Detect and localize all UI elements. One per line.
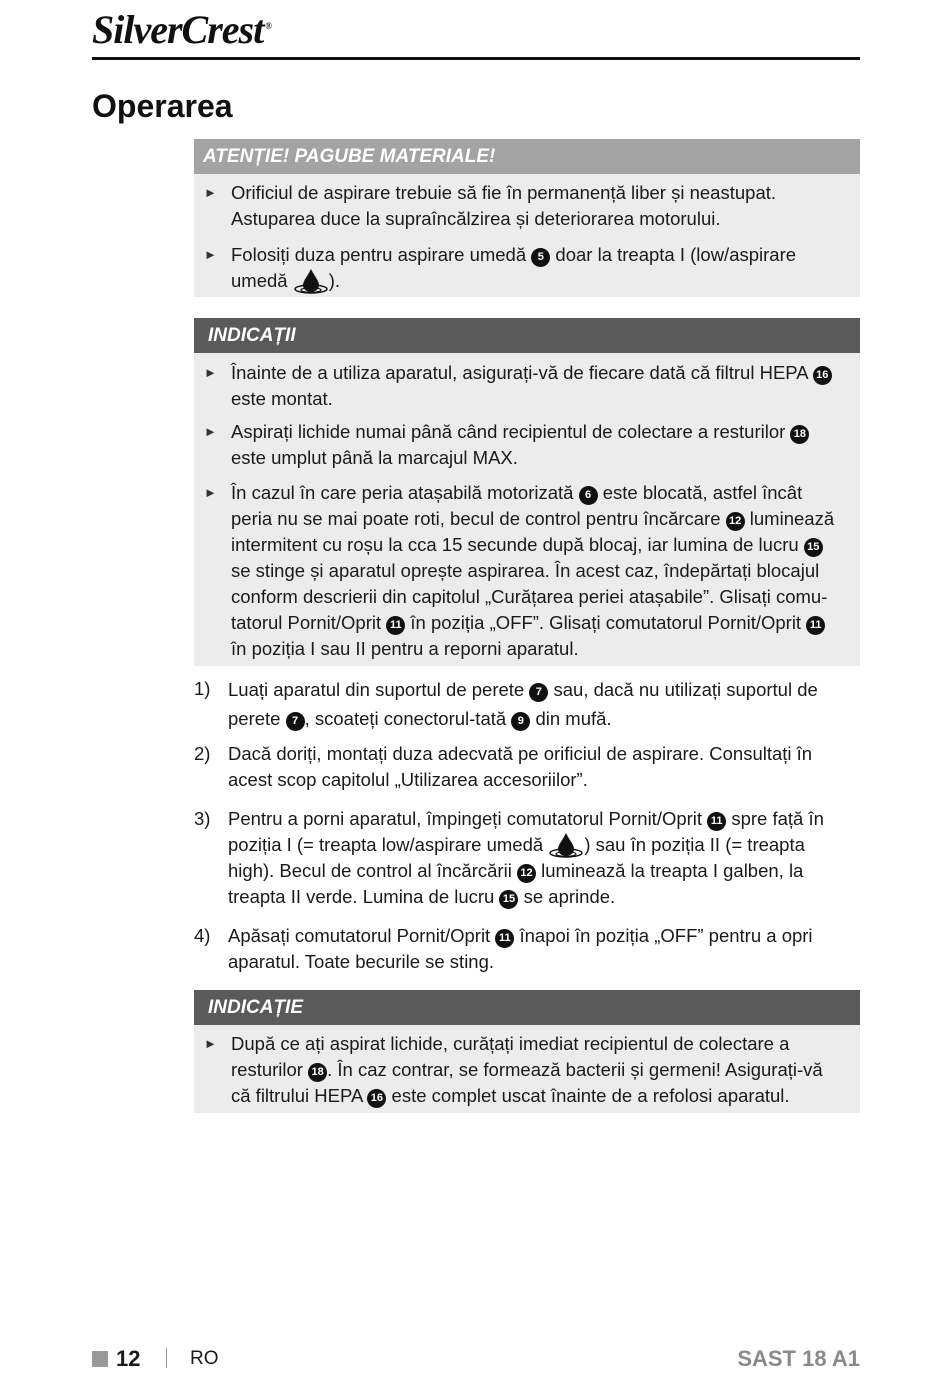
step-item: 3) Pentru a porni aparatul, împingeți comutatorul Pornit/Oprit 11 spre față în poziția I (= treapta low/aspirare umedă ) sau în poziția II (= treapta high). Becul de control al încărcării 12 luminează la treapta I galben, la treapta II verde. Lumina de lucru 15 se aprinde. bbox=[194, 808, 824, 907]
part-number-badge: 11 bbox=[806, 616, 825, 635]
part-number-badge: 11 bbox=[386, 616, 405, 635]
part-number-badge: 18 bbox=[308, 1063, 327, 1082]
list-item: ► Folosiți duza pentru aspirare umedă 5 doar la treapta I (low/aspirare umedă ). bbox=[194, 242, 860, 294]
list-item: ► Aspirați lichide numai până când recipientul de colectare a resturilor 18 este umplut până la marcajul MAX. bbox=[194, 419, 860, 471]
triangle-right-icon: ► bbox=[204, 485, 217, 500]
square-icon bbox=[92, 1351, 108, 1367]
part-number-badge: 7 bbox=[529, 683, 548, 702]
step-item: 2) Dacă doriți, montați duza adecvată pe orificiul de aspirare. Consultați în acest scop capitolul „Utilizarea accesoriilor”. bbox=[194, 743, 813, 790]
step-item: 4) Apăsați comutatorul Pornit/Oprit 11 înapoi în poziția „OFF” pentru a opri aparatul. Toate becurile se sting. bbox=[194, 925, 813, 972]
steps-list bbox=[194, 676, 854, 975]
page-number: 12 bbox=[116, 1346, 141, 1371]
note-box bbox=[194, 990, 860, 1113]
language-code: RO bbox=[190, 1348, 219, 1369]
notes-heading: INDICAȚII bbox=[194, 318, 860, 353]
part-number-badge: 16 bbox=[367, 1089, 386, 1108]
list-item: ► Orificiul de aspirare trebuie să fie în permanență liber și neastupat. Astuparea duce la supraîncălzirea și deteriorarea motorului. bbox=[204, 182, 777, 229]
part-number-badge: 11 bbox=[707, 812, 726, 831]
page-title: Operarea bbox=[92, 88, 233, 124]
step-item: 1) Luați aparatul din suportul de perete 7 sau, dacă nu utilizați suportul de perete 7 , scoateți conectorul-tată 9 din mufă. bbox=[194, 678, 818, 729]
part-number-badge: 12 bbox=[517, 864, 536, 883]
part-number-badge: 7 bbox=[286, 712, 305, 731]
divider bbox=[166, 1348, 167, 1368]
list-item: ► În cazul în care peria atașabilă motorizată 6 este blocată, astfel încât peria nu se mai poate roti, becul de control pentru încărcare 12 luminează intermitent cu roșu la cca 15 secunde după blocaj, iar lumina de lucru 15 se stinge și aparatul oprește aspirarea. În acest caz, îndepărtați blocajul conform descrierii din capitolul „Curățarea periei atașabile”. Glisați comu- tatorul Pornit/Oprit 11 în poziția „OFF”. Glisați comutatorul Pornit/Oprit 11 în poziția I sau II pentru a reporni aparatul. bbox=[204, 482, 835, 659]
brand-logo: SilverCrest ® bbox=[92, 7, 271, 52]
triangle-right-icon: ► bbox=[204, 365, 217, 380]
warning-heading: ATENȚIE! PAGUBE MATERIALE! bbox=[194, 139, 860, 174]
water-drop-icon bbox=[548, 832, 584, 858]
notes-box bbox=[194, 318, 860, 666]
triangle-right-icon: ► bbox=[204, 424, 217, 439]
model-number: SAST 18 A1 bbox=[737, 1346, 860, 1371]
list-item: ► După ce ați aspirat lichide, curățați imediat recipientul de colectare a resturilor 18 . În caz contrar, se formează bacterii și germeni! Asigurați-vă că filtrului HEPA 16 este complet uscat înainte de a refolosi aparatul. bbox=[204, 1033, 823, 1106]
list-item: ► Înainte de a utiliza aparatul, asigurați-vă de fiecare dată că filtrul HEPA 16 este montat. bbox=[194, 360, 860, 412]
header-rule bbox=[92, 57, 860, 60]
warning-box bbox=[194, 139, 860, 297]
part-number-badge: 11 bbox=[495, 929, 514, 948]
part-number-badge: 18 bbox=[790, 425, 809, 444]
note-heading: INDICAȚIE bbox=[194, 990, 860, 1025]
page-footer bbox=[92, 1346, 860, 1374]
part-number-badge: 15 bbox=[804, 538, 823, 557]
triangle-right-icon: ► bbox=[204, 247, 217, 262]
triangle-right-icon: ► bbox=[204, 185, 217, 200]
water-drop-icon bbox=[293, 268, 329, 294]
part-number-badge: 5 bbox=[531, 248, 550, 267]
part-number-badge: 6 bbox=[579, 486, 598, 505]
part-number-badge: 12 bbox=[726, 512, 745, 531]
triangle-right-icon: ► bbox=[204, 1036, 217, 1051]
part-number-badge: 15 bbox=[499, 890, 518, 909]
part-number-badge: 9 bbox=[511, 712, 530, 731]
part-number-badge: 16 bbox=[813, 366, 832, 385]
